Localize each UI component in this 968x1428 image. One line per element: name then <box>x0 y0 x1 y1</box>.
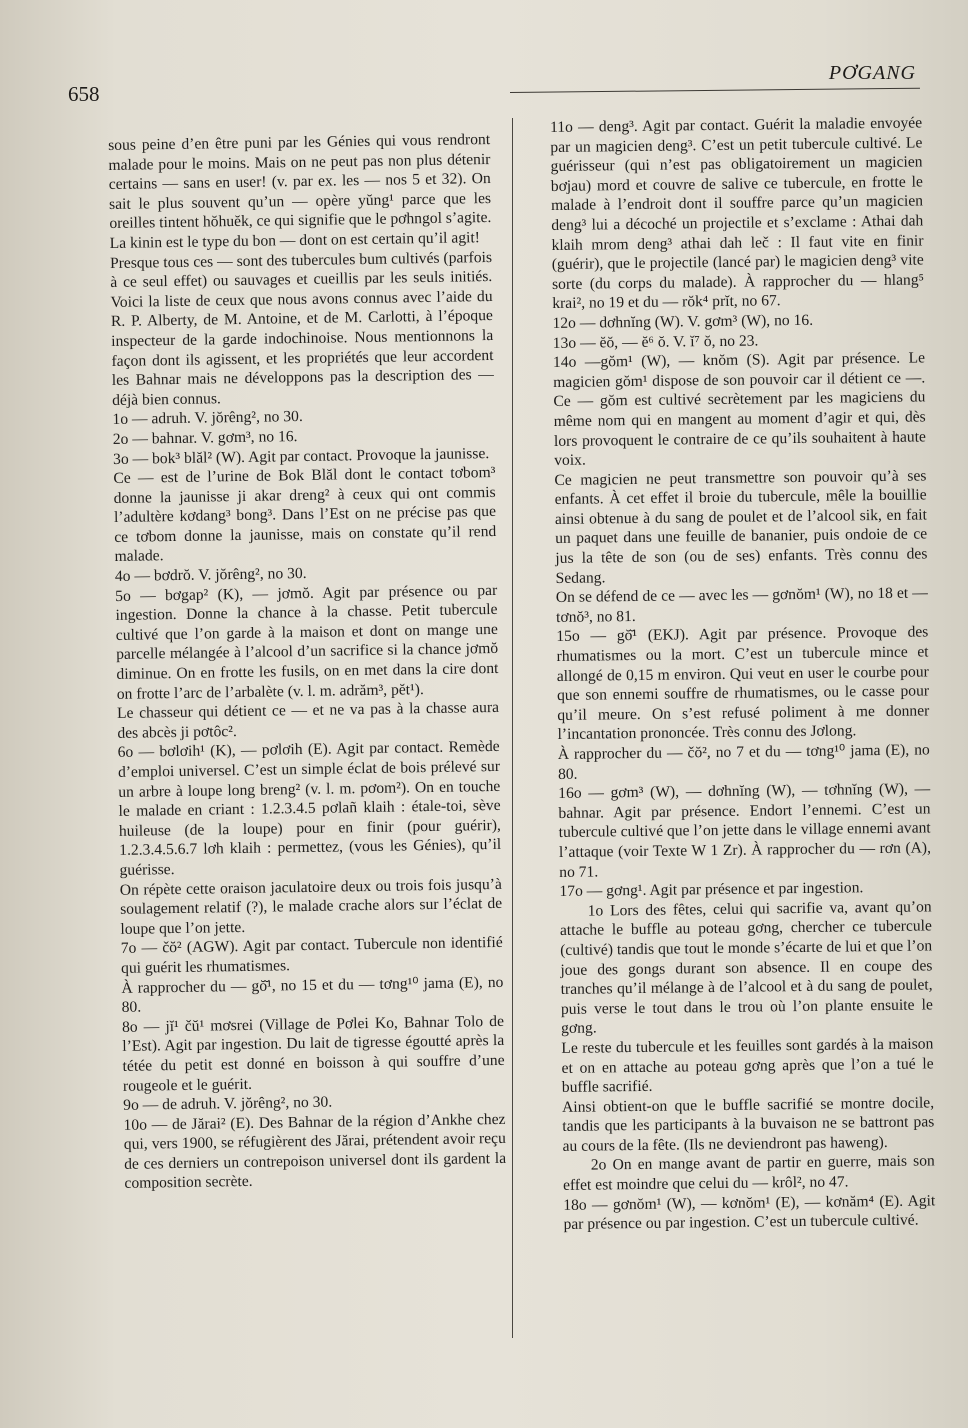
page-number: 658 <box>68 82 100 106</box>
header-rule <box>510 88 920 93</box>
paragraph: À rapprocher du — čŏ², no 7 et du — tơng¹⁰ jama (E), no 80. <box>557 741 930 783</box>
entry: 6o — bơlơih¹ (K), — pơlơih (E). Agit par contact. Remède d’emploi universel. C’est un simple éclat de bois prélevé sur un arbre à loupe long breng² (v. l. m. pơom²). On en touche le malade en criant : 1.2.3.4.5 pơlañ klaih : étale-toi, sève huileuse (de la loupe) pour en finir (pour guérir), 1.2.3.4.5.6.7 lơh klaih : permettez, (vous les Génies), qu’il guérisse. <box>117 738 502 879</box>
entry: 15o — gŏ̆¹ (EKJ). Agit par présence. Provoque des rhumatismes ou la mort. C’est un tubercule mince et allongé de 0,15 m environ. Qui veut en user le courbe pour que son ennemi souffre de rhumatismes, ou le casse pour qu’il meure. On s’est refusé poliment à me donner l’incantation prononcée. Très connu des Jơlong. <box>556 623 930 744</box>
paragraph: À rapprocher du — gŏ̆¹, no 15 et du — tơng¹⁰ jama (E), no 80. <box>121 973 504 1017</box>
entry: 11o — deng³. Agit par contact. Guérit la maladie envoyée par un magicien deng³. C’est un petit tubercule cultivé. Le guérisseur (qui n’est pas obligatoirement un magicien bơjau) mord et couvre de salive ce tubercule, en frotte le malade à l’endroit dont il souffre parce qu’un magicien deng³ lui a décoché un projectile et s’exclame : Athai dah klaih mrom deng³ athai dah leč : Il faut vite en finir (guérir), que le projectile (lancé par) le magicien deng³ vite sorte (du corps du malade). À rapprocher du — hlang⁵ krai², no 19 et du — rŏk⁴ prĭt, no 67. <box>550 114 925 313</box>
paragraph: Ce magicien ne peut transmettre son pouvoir qu’à ses enfants. À cet effet il broie du tubercule, mêle la bouillie ainsi obtenue à du sang de poulet et de l’alcool sik, en fait un paquet dans une feuille de bananier, puis ondoie de ce jus la tête de son (ou de ses) enfants. Très connu des Sedang. <box>554 467 928 587</box>
entry: 18o — gơnŏm¹ (W), — kơnŏm¹ (E), — kơnăm⁴ (E). Agit par présence ou par ingestion. C’est un tubercule cultivé. <box>563 1192 936 1234</box>
entry: 4o — bơdrŏ. V. jŏrêng², no 30. <box>114 564 307 586</box>
entry: 16o — gơm³ (W), — dơhnĭng (W), — tơhnĭng (W), — bahnar. Agit par présence. Endort l’ennemi. C’est un tubercule cultivé que l’on jette dans le village ennemi avant l’attaque (voir Texte W 1 Zr). À rapprocher du — rơn (A), no 71. <box>558 780 932 881</box>
paragraph: sous peine d’en être puni par les Génies qui vous rendront malade pour le moins. Mais on ne peut pas non plus détenir certains — sans en user! (v. par ex. les — nos 5 et 32). On sait le plus souvent qu’un — opère yŭng¹ parce que les oreilles tintent hŏhuĕk, ce qui signifie que le pơhngol s’agite. La kinin est le type du bon — dont on est certain qu’il agit! <box>108 130 492 252</box>
paragraph: On répète cette oraison jaculatoire deux ou trois fois jusqu’à soulagement relatif (?), le malade crache alors sur l’éclat de loupe que l’on jette. <box>119 875 503 938</box>
paragraph: Le chasseur qui détient ce — et ne va pas à la chasse aura des abcès ji pơtôc². <box>116 699 500 742</box>
paragraph: Presque tous ces — sont des tubercules bum cultivés (parfois à ce seul effet) ou sauvages et cueillis par les seuls initiés. Voici la liste de ceux que nous avons connus avec l’aide du R. P. Alberty, de M. Antoine, et de M. Carlotti, à l’époque inspecteur de la garde indochinoise. Nous mentionnons la façon dont ils agissent, et les propriétés que leur accordent les Bahnar mais ne développons pas la description des — déjà bien connus. <box>109 248 494 409</box>
paragraph: Ainsi obtient-on que le buffle sacrifié se montre docile, tandis que les participants à la buvaison ne se battront pas au cours de la fête. (Ils ne deviendront pas haweng). <box>561 1094 935 1155</box>
entry: 10o — de Jărai² (E). Des Bahnar de la région d’Ankhe chez qui, vers 1900, se réfugièrent des Jărai, prétendent avoir reçu de ces derniers un contrepoison universel dont ils gardent la composition secrète. <box>123 1110 507 1193</box>
entry: 17o — gơng¹. Agit par présence et par ingestion. <box>559 879 864 901</box>
paragraph: 1o Lors des fêtes, celui qui sacrifie va, avant qu’on attache le buffle au poteau gơng, chercher ce tubercule (cultivé) tandis que tout le monde s’écarte de lui et que l’on joue des gongs durant son absence. Il en coupe des tranches qu’il mélange à de l’alcool et à du sang de poulet, puis verse le tout dans le trou où l’on plante ensuite le gơng. <box>559 898 933 1038</box>
left-column <box>108 130 507 1194</box>
entry: 9o — de adruh. V. jŏrêng², no 30. <box>123 1093 333 1114</box>
entry: 1o — adruh. V. jŏrêng², no 30. <box>112 408 303 429</box>
entry: 8o — jĭ¹ čŭ¹ mơsrei (Village de Pơlei Ko, Bahnar Tolo de l’Est). Agit par ingestion. Du lait de tigresse égoutté après la tétée du petit est donné en boisson à qui souffre d’une rougeole et le guérit. <box>121 1012 505 1095</box>
entry: 13o — ĕŏ, — ĕ⁶ ŏ. V. ĭ⁷ ŏ, no 23. <box>552 332 759 352</box>
column-divider <box>512 118 513 1338</box>
entry: 5o — bơgap² (K), — jơmŏ. Agit par présence ou par ingestion. Donne la chance à la chasse. Petit tubercule cultivé que l’on garde à la maison et dont on mange une parcelle mélangée à l’alcool d’un sacrifice si la chance jơmŏ diminue. On en frotte les fusils, on en met dans la cire dont on frotte l’arc de l’arbalète (v. l. m. adrăm³, pĕt¹). <box>115 581 499 703</box>
right-column <box>550 113 936 1234</box>
entry: 2o — bahnar. V. gơm³, no 16. <box>112 427 298 448</box>
entry: 3o — bok³ blăl² (W). Agit par contact. Provoque la jaunisse. <box>112 444 490 468</box>
entry: 12o — dơhnĭng (W). V. gơm³ (W), no 16. <box>552 311 814 332</box>
paragraph: Le reste du tubercule et les feuilles sont gardés à la maison et on en attache au poteau gơng après que l’on a tué le buffle sacrifié. <box>561 1035 934 1097</box>
running-head: PƠGANG <box>828 62 916 84</box>
paragraph: Ce — est de l’urine de Bok Blăl dont le contact tơbom³ donne la jaunisse ji akar dreng² à ceux qui ont commis l’adultère kơdang³ bong³. Dans l’Est on ne précise pas que ce tơbom donne la jaunisse, mais on constate qu’il rend malade. <box>113 464 497 566</box>
paragraph: On se défend de ce — avec les — gơnŏm¹ (W), no 18 et — tơnŏ³, no 81. <box>555 584 928 626</box>
entry: 7o — čŏ² (AGW). Agit par contact. Tubercule non identifié qui guérit les rhumatismes. <box>120 934 503 977</box>
paragraph: 2o On en mange avant de partir en guerre, mais son effet est moindre que celui du — krôl², no 47. <box>562 1152 935 1194</box>
entry: 14o —gŏm¹ (W), — knŏm (S). Agit par présence. Le magicien gŏm¹ dispose de son pouvoir car il détient ce —. Ce — gŏm est cultivé secrètement par les magiciens du même nom qui en mangent au moment d’agir et qui, dès lors provoquent le contraire de ce qu’ils souhaitent à haute voix. <box>552 349 927 470</box>
page-header <box>0 58 968 106</box>
